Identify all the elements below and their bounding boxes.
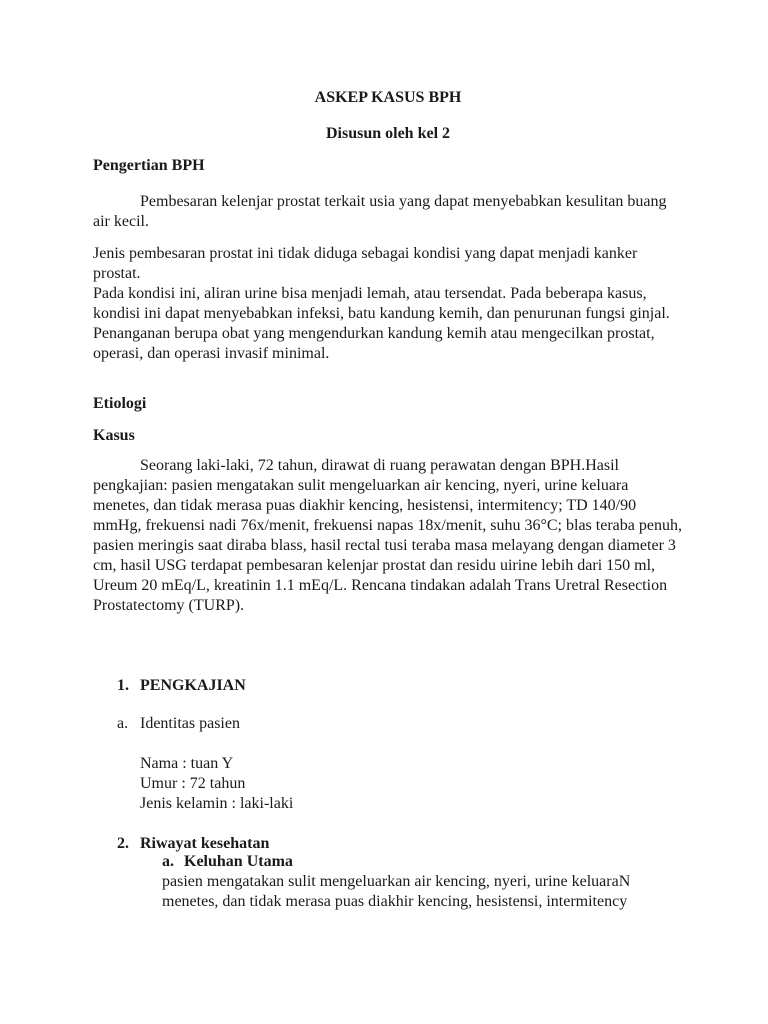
identitas-umur: Umur : 72 tahun — [140, 775, 246, 792]
pengertian-paragraph-1: Pembesaran kelenjar prostat terkait usia yang dapat menyebabkan kesulitan buang air kecil. — [93, 193, 667, 230]
section-1-heading — [93, 676, 683, 696]
identitas-jenis-kelamin: Jenis kelamin : laki-laki — [140, 795, 294, 812]
section-1a-heading — [93, 714, 683, 734]
section-1a-title: Identitas pasien — [140, 715, 240, 732]
section-2-number: 2. — [117, 835, 129, 852]
keluhan-text: pasien mengatakan sulit mengeluarkan air kencing, nyeri, urine keluaraN menetes, dan tidak merasa puas diakhir kencing, hesistensi, intermitency — [162, 873, 631, 910]
heading-pengertian: Pengertian BPH — [93, 157, 205, 174]
section-2a-heading — [93, 852, 683, 872]
document-subtitle: Disusun oleh kel 2 — [325, 125, 451, 142]
identitas-nama: Nama : tuan Y — [140, 755, 234, 772]
pengertian-paragraph-3: Pada kondisi ini, aliran urine bisa menjadi lemah, atau tersendat. Pada beberapa kasus, kondisi ini dapat menyebabkan infeksi, batu kandung kemih, dan penurunan fungsi ginjal. — [93, 285, 670, 322]
section-2-title: Riwayat kesehatan — [140, 835, 270, 852]
identitas-block — [93, 754, 683, 814]
section-2a-letter: a. — [162, 853, 174, 870]
section-1-title: PENGKAJIAN — [140, 677, 246, 694]
heading-kasus: Kasus — [93, 427, 135, 444]
document-title: ASKEP KASUS BPH — [314, 89, 462, 106]
heading-etiologi: Etiologi — [93, 395, 147, 412]
pengertian-paragraph-2: Jenis pembesaran prostat ini tidak diduga sebagai kondisi yang dapat menjadi kanker prostat. — [93, 245, 638, 282]
section-1-number: 1. — [117, 677, 129, 694]
pengertian-paragraph-4: Penanganan berupa obat yang mengendurkan kandung kemih atau mengecilkan prostat, operasi, dan operasi invasif minimal. — [93, 325, 655, 362]
section-1a-letter: a. — [117, 715, 129, 732]
section-2a-title: Keluhan Utama — [184, 853, 293, 870]
section-2-heading — [93, 834, 683, 854]
kasus-paragraph: Seorang laki-laki, 72 tahun, dirawat di ruang perawatan dengan BPH.Hasil pengkajian: pasien mengatakan sulit mengeluarkan air kencing, nyeri, urine keluara menetes, dan tidak merasa puas diakhir kencing, hesistensi, intermitency; TD 140/90 mmHg, frekuensi nadi 76x/menit, frekuensi napas 18x/menit, suhu 36°C; blas teraba penuh, pasien meringis saat diraba blass, hasil rectal tusi teraba masa melayang dengan diameter 3 cm, hasil USG terdapat pembesaran kelenjar prostat dan residu uirine lebih dari 150 ml, Ureum 20 mEq/L, kreatinin 1.1 mEq/L. Rencana tindakan adalah Trans Uretral Resection Prostatectomy (TURP). — [93, 457, 682, 614]
pengertian-block — [93, 244, 683, 364]
